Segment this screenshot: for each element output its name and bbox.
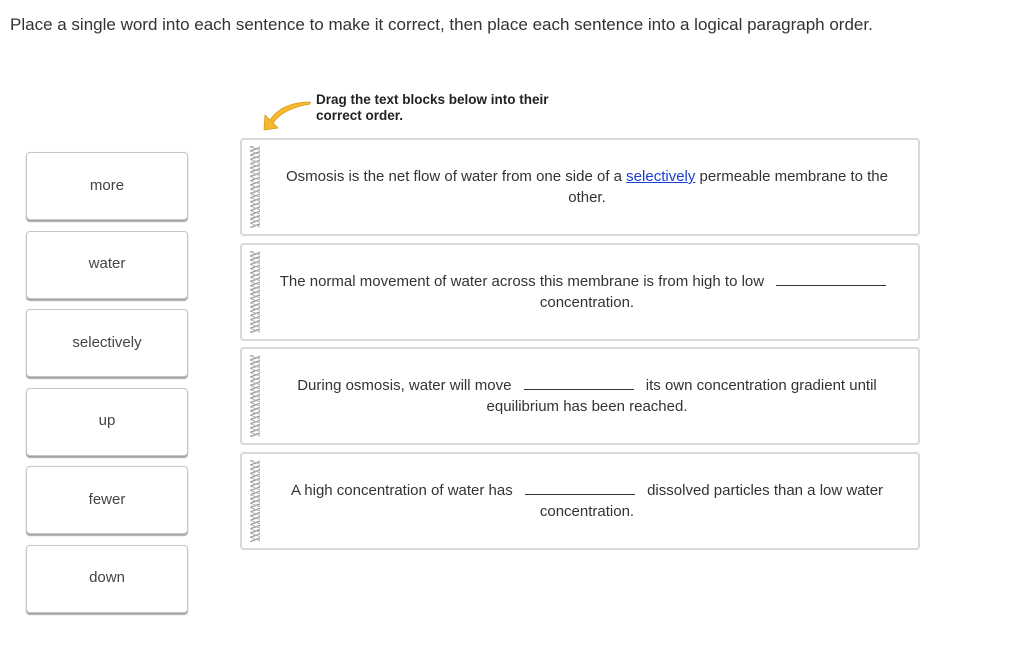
word-tile-up[interactable] [26,388,188,456]
word-bank [26,152,188,624]
sentence-part: A high concentration of water has [290,481,513,499]
word-label: more [89,176,125,194]
drag-handle-icon[interactable] [250,460,260,542]
blank-drop-slot[interactable] [525,481,635,495]
sentence-text [266,375,908,417]
blank-drop-slot[interactable] [524,376,634,390]
hint-text [316,92,576,124]
sentence-block-2[interactable] [240,243,920,341]
drag-hint [262,92,582,132]
word-label: selectively [72,333,142,351]
drag-handle-icon[interactable] [250,355,260,437]
sentence-part: During osmosis, water will move [297,377,512,394]
sentence-block-1[interactable] [240,138,920,236]
word-label: up [98,412,116,430]
drag-handle-icon[interactable] [250,251,260,333]
filled-word-slot[interactable]: selectively [626,168,696,185]
sentence-text [266,480,908,522]
word-tile-fewer[interactable] [26,466,188,534]
sentence-text [266,166,908,208]
word-tile-selectively[interactable] [26,309,188,377]
sentence-part: concentration. [539,293,635,311]
word-tile-down[interactable] [26,545,188,613]
sentence-block-3[interactable] [240,347,920,445]
instructions-text: Place a single word into each sentence to make it correct, then place each sentence into a logical paragraph order. [10,15,873,34]
word-label: fewer [88,490,126,508]
sentence-part: dissolved particles than a low water concentration. [539,481,884,520]
word-tile-more[interactable] [26,152,188,220]
sentence-part: its own concentration gradient until equilibrium has been reached. [486,377,877,415]
word-label: water [88,255,126,273]
arrow-icon [262,98,312,132]
hint-line-2: correct order. [316,108,404,123]
word-label: down [89,569,125,587]
sentence-text [266,271,908,313]
sentence-part: Osmosis is the net flow of water from one side of a [286,168,622,185]
word-tile-water[interactable] [26,231,188,299]
sentence-block-4[interactable] [240,452,920,550]
blank-drop-slot[interactable] [776,272,886,286]
drag-handle-icon[interactable] [250,146,260,228]
sentence-part: The normal movement of water across this membrane is from high to low [279,272,765,290]
hint-line-1: Drag the text blocks below into their [316,92,549,107]
sentence-part: permeable membrane to the other. [568,168,888,206]
sentence-list [240,138,920,556]
